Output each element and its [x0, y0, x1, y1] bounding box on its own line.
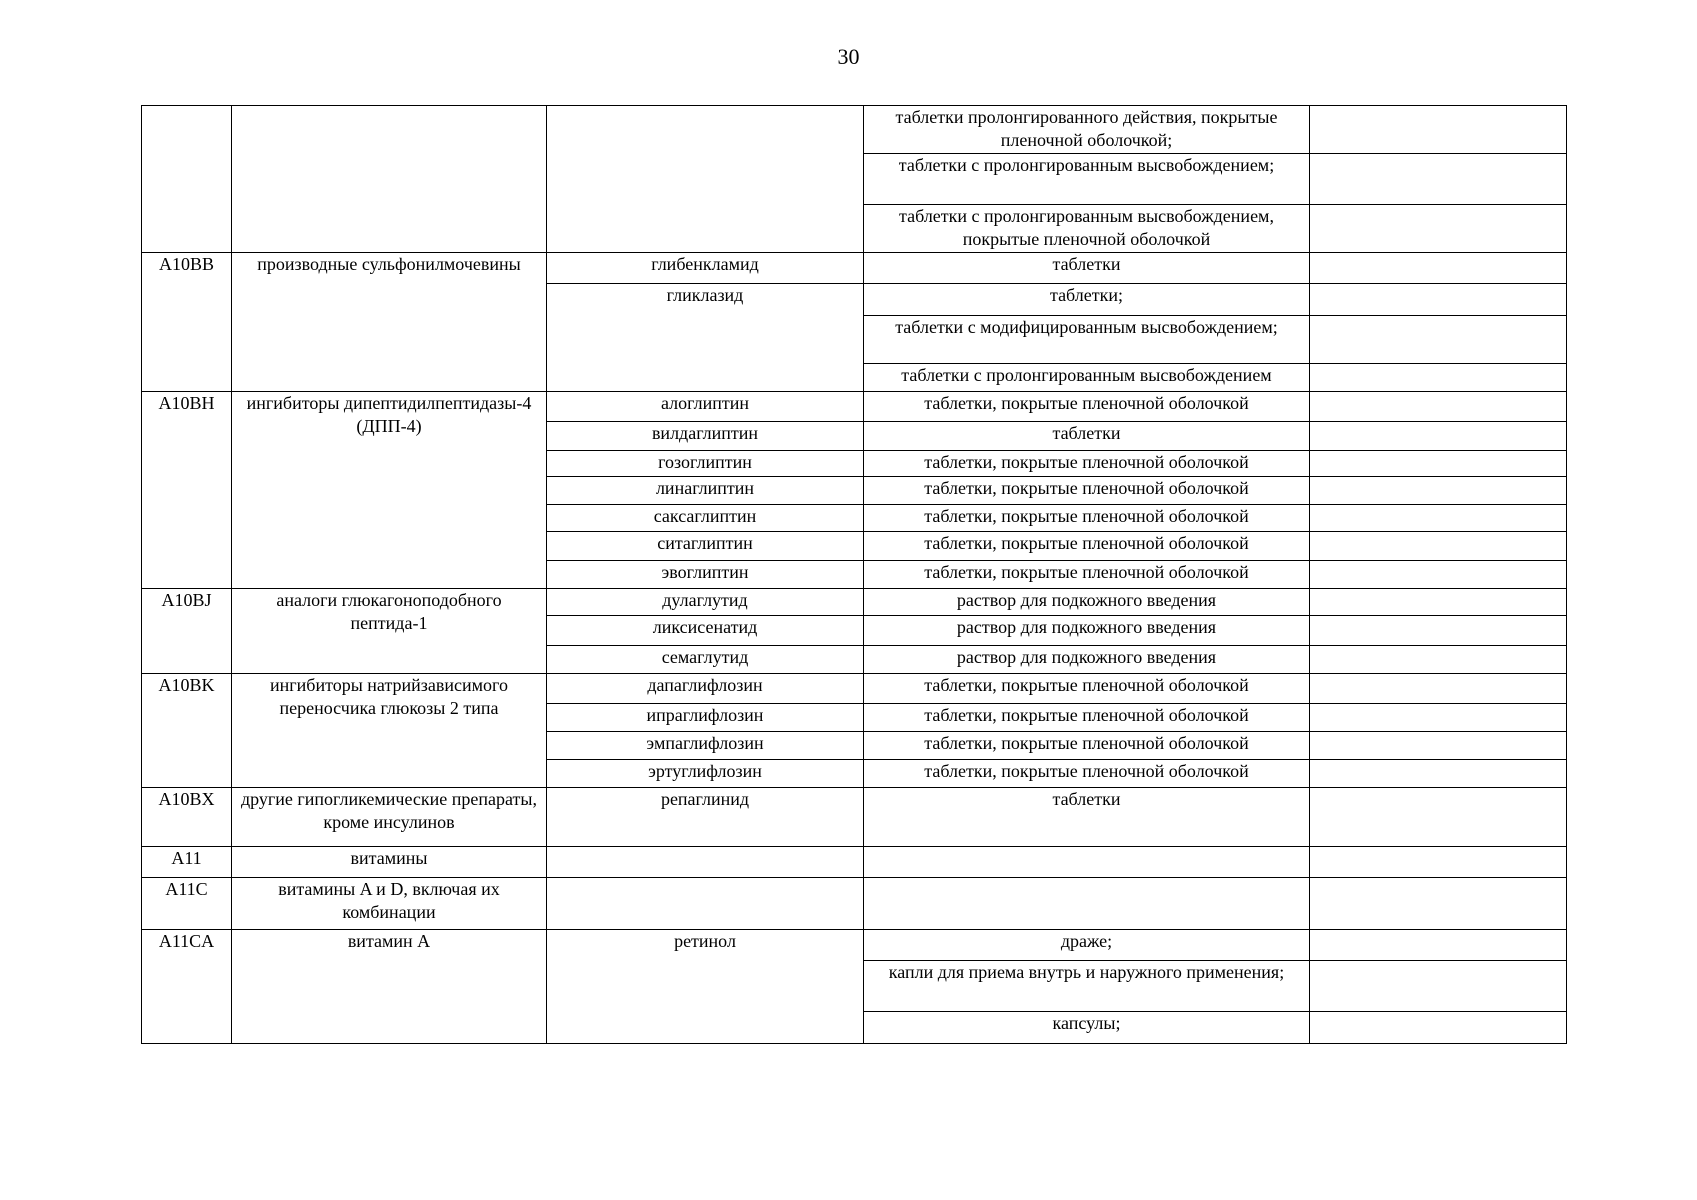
empty-cell — [1310, 205, 1567, 253]
drug-table-body — [142, 106, 1567, 1044]
dosage-form-cell: таблетки пролонгированного действия, покрытые пленочной оболочкой; — [864, 106, 1310, 154]
empty-cell — [1310, 930, 1567, 961]
drug-name-cell: алоглиптин — [547, 392, 864, 422]
empty-cell — [1310, 704, 1567, 732]
drug-name-cell: эмпаглифлозин — [547, 732, 864, 760]
table-row — [142, 930, 1567, 961]
drug-name-cell: семаглутид — [547, 646, 864, 674]
dosage-form-cell: раствор для подкожного введения — [864, 646, 1310, 674]
atc-code-cell: A10BH — [142, 392, 232, 589]
drug-name-cell: ликсисенатид — [547, 616, 864, 646]
group-name-cell: производные сульфонилмочевины — [232, 253, 547, 392]
dosage-form-cell: таблетки, покрытые пленочной оболочкой — [864, 704, 1310, 732]
empty-cell — [1310, 961, 1567, 1012]
empty-cell — [1310, 646, 1567, 674]
group-name-cell: другие гипогликемические препараты, кроме инсулинов — [232, 788, 547, 847]
empty-cell — [1310, 561, 1567, 589]
group-name-cell: витамин A — [232, 930, 547, 1044]
drug-name-cell: глибенкламид — [547, 253, 864, 284]
group-name-cell: аналоги глюкагоноподобного пептида-1 — [232, 589, 547, 674]
drug-name-cell: ситаглиптин — [547, 532, 864, 561]
drug-name-cell: гозоглиптин — [547, 451, 864, 477]
drug-name-cell: саксаглиптин — [547, 505, 864, 532]
table-row — [142, 253, 1567, 284]
drug-name-cell: репаглинид — [547, 788, 864, 847]
empty-cell — [1310, 253, 1567, 284]
dosage-form-cell: таблетки, покрытые пленочной оболочкой — [864, 760, 1310, 788]
drug-name-cell: ипраглифлозин — [547, 704, 864, 732]
group-name-cell: витамины A и D, включая их комбинации — [232, 878, 547, 930]
empty-cell — [1310, 364, 1567, 392]
table-row — [142, 392, 1567, 422]
empty-cell — [1310, 1012, 1567, 1044]
atc-code-cell: A11C — [142, 878, 232, 930]
dosage-form-cell: таблетки с модифицированным высвобождением; — [864, 316, 1310, 364]
dosage-form-cell: таблетки, покрытые пленочной оболочкой — [864, 477, 1310, 505]
dosage-form-cell: таблетки — [864, 422, 1310, 451]
empty-cell — [1310, 589, 1567, 616]
empty-cell — [1310, 451, 1567, 477]
drug-name-cell: дапаглифлозин — [547, 674, 864, 704]
group-name-cell: ингибиторы натрийзависимого переносчика глюкозы 2 типа — [232, 674, 547, 788]
drug-name-cell: вилдаглиптин — [547, 422, 864, 451]
table-row — [142, 674, 1567, 704]
drug-name-cell: дулаглутид — [547, 589, 864, 616]
atc-code-cell: A11CA — [142, 930, 232, 1044]
dosage-form-cell: капсулы; — [864, 1012, 1310, 1044]
atc-code-cell: A10BX — [142, 788, 232, 847]
dosage-form-cell: драже; — [864, 930, 1310, 961]
table-row — [142, 589, 1567, 616]
atc-code-cell — [142, 106, 232, 253]
dosage-form-cell: таблетки, покрытые пленочной оболочкой — [864, 674, 1310, 704]
dosage-form-cell: таблетки с пролонгированным высвобождением; — [864, 154, 1310, 205]
drug-name-cell: эвоглиптин — [547, 561, 864, 589]
atc-code-cell: A10BJ — [142, 589, 232, 674]
empty-cell — [1310, 878, 1567, 930]
dosage-form-cell — [864, 847, 1310, 878]
dosage-form-cell: раствор для подкожного введения — [864, 589, 1310, 616]
dosage-form-cell: таблетки, покрытые пленочной оболочкой — [864, 532, 1310, 561]
group-name-cell — [232, 106, 547, 253]
dosage-form-cell: таблетки, покрытые пленочной оболочкой — [864, 451, 1310, 477]
dosage-form-cell: таблетки, покрытые пленочной оболочкой — [864, 732, 1310, 760]
dosage-form-cell: таблетки; — [864, 284, 1310, 316]
atc-code-cell: A10BK — [142, 674, 232, 788]
empty-cell — [1310, 788, 1567, 847]
drug-name-cell: гликлазид — [547, 284, 864, 392]
empty-cell — [1310, 316, 1567, 364]
drug-name-cell: эртуглифлозин — [547, 760, 864, 788]
table-row — [142, 788, 1567, 847]
empty-cell — [1310, 847, 1567, 878]
drug-name-cell: ретинол — [547, 930, 864, 1044]
table-row — [142, 878, 1567, 930]
empty-cell — [1310, 422, 1567, 451]
drug-name-cell — [547, 878, 864, 930]
empty-cell — [1310, 392, 1567, 422]
empty-cell — [1310, 477, 1567, 505]
dosage-form-cell: таблетки с пролонгированным высвобождением — [864, 364, 1310, 392]
empty-cell — [1310, 505, 1567, 532]
drug-table — [141, 105, 1567, 1044]
dosage-form-cell — [864, 878, 1310, 930]
empty-cell — [1310, 616, 1567, 646]
table-row — [142, 106, 1567, 154]
page-number: 30 — [837, 44, 860, 69]
dosage-form-cell: таблетки — [864, 788, 1310, 847]
empty-cell — [1310, 674, 1567, 704]
group-name-cell: ингибиторы дипептидилпептидазы-4 (ДПП-4) — [232, 392, 547, 589]
dosage-form-cell: таблетки, покрытые пленочной оболочкой — [864, 505, 1310, 532]
empty-cell — [1310, 760, 1567, 788]
dosage-form-cell: таблетки, покрытые пленочной оболочкой — [864, 392, 1310, 422]
dosage-form-cell: раствор для подкожного введения — [864, 616, 1310, 646]
drug-name-cell: линаглиптин — [547, 477, 864, 505]
dosage-form-cell: таблетки — [864, 253, 1310, 284]
empty-cell — [1310, 732, 1567, 760]
atc-code-cell: A11 — [142, 847, 232, 878]
table-row — [142, 847, 1567, 878]
empty-cell — [1310, 284, 1567, 316]
atc-code-cell: A10BB — [142, 253, 232, 392]
group-name-cell: витамины — [232, 847, 547, 878]
empty-cell — [1310, 106, 1567, 154]
empty-cell — [1310, 154, 1567, 205]
dosage-form-cell: таблетки с пролонгированным высвобождением, покрытые пленочной оболочкой — [864, 205, 1310, 253]
dosage-form-cell: таблетки, покрытые пленочной оболочкой — [864, 561, 1310, 589]
dosage-form-cell: капли для приема внутрь и наружного применения; — [864, 961, 1310, 1012]
drug-name-cell — [547, 106, 864, 253]
drug-name-cell — [547, 847, 864, 878]
empty-cell — [1310, 532, 1567, 561]
